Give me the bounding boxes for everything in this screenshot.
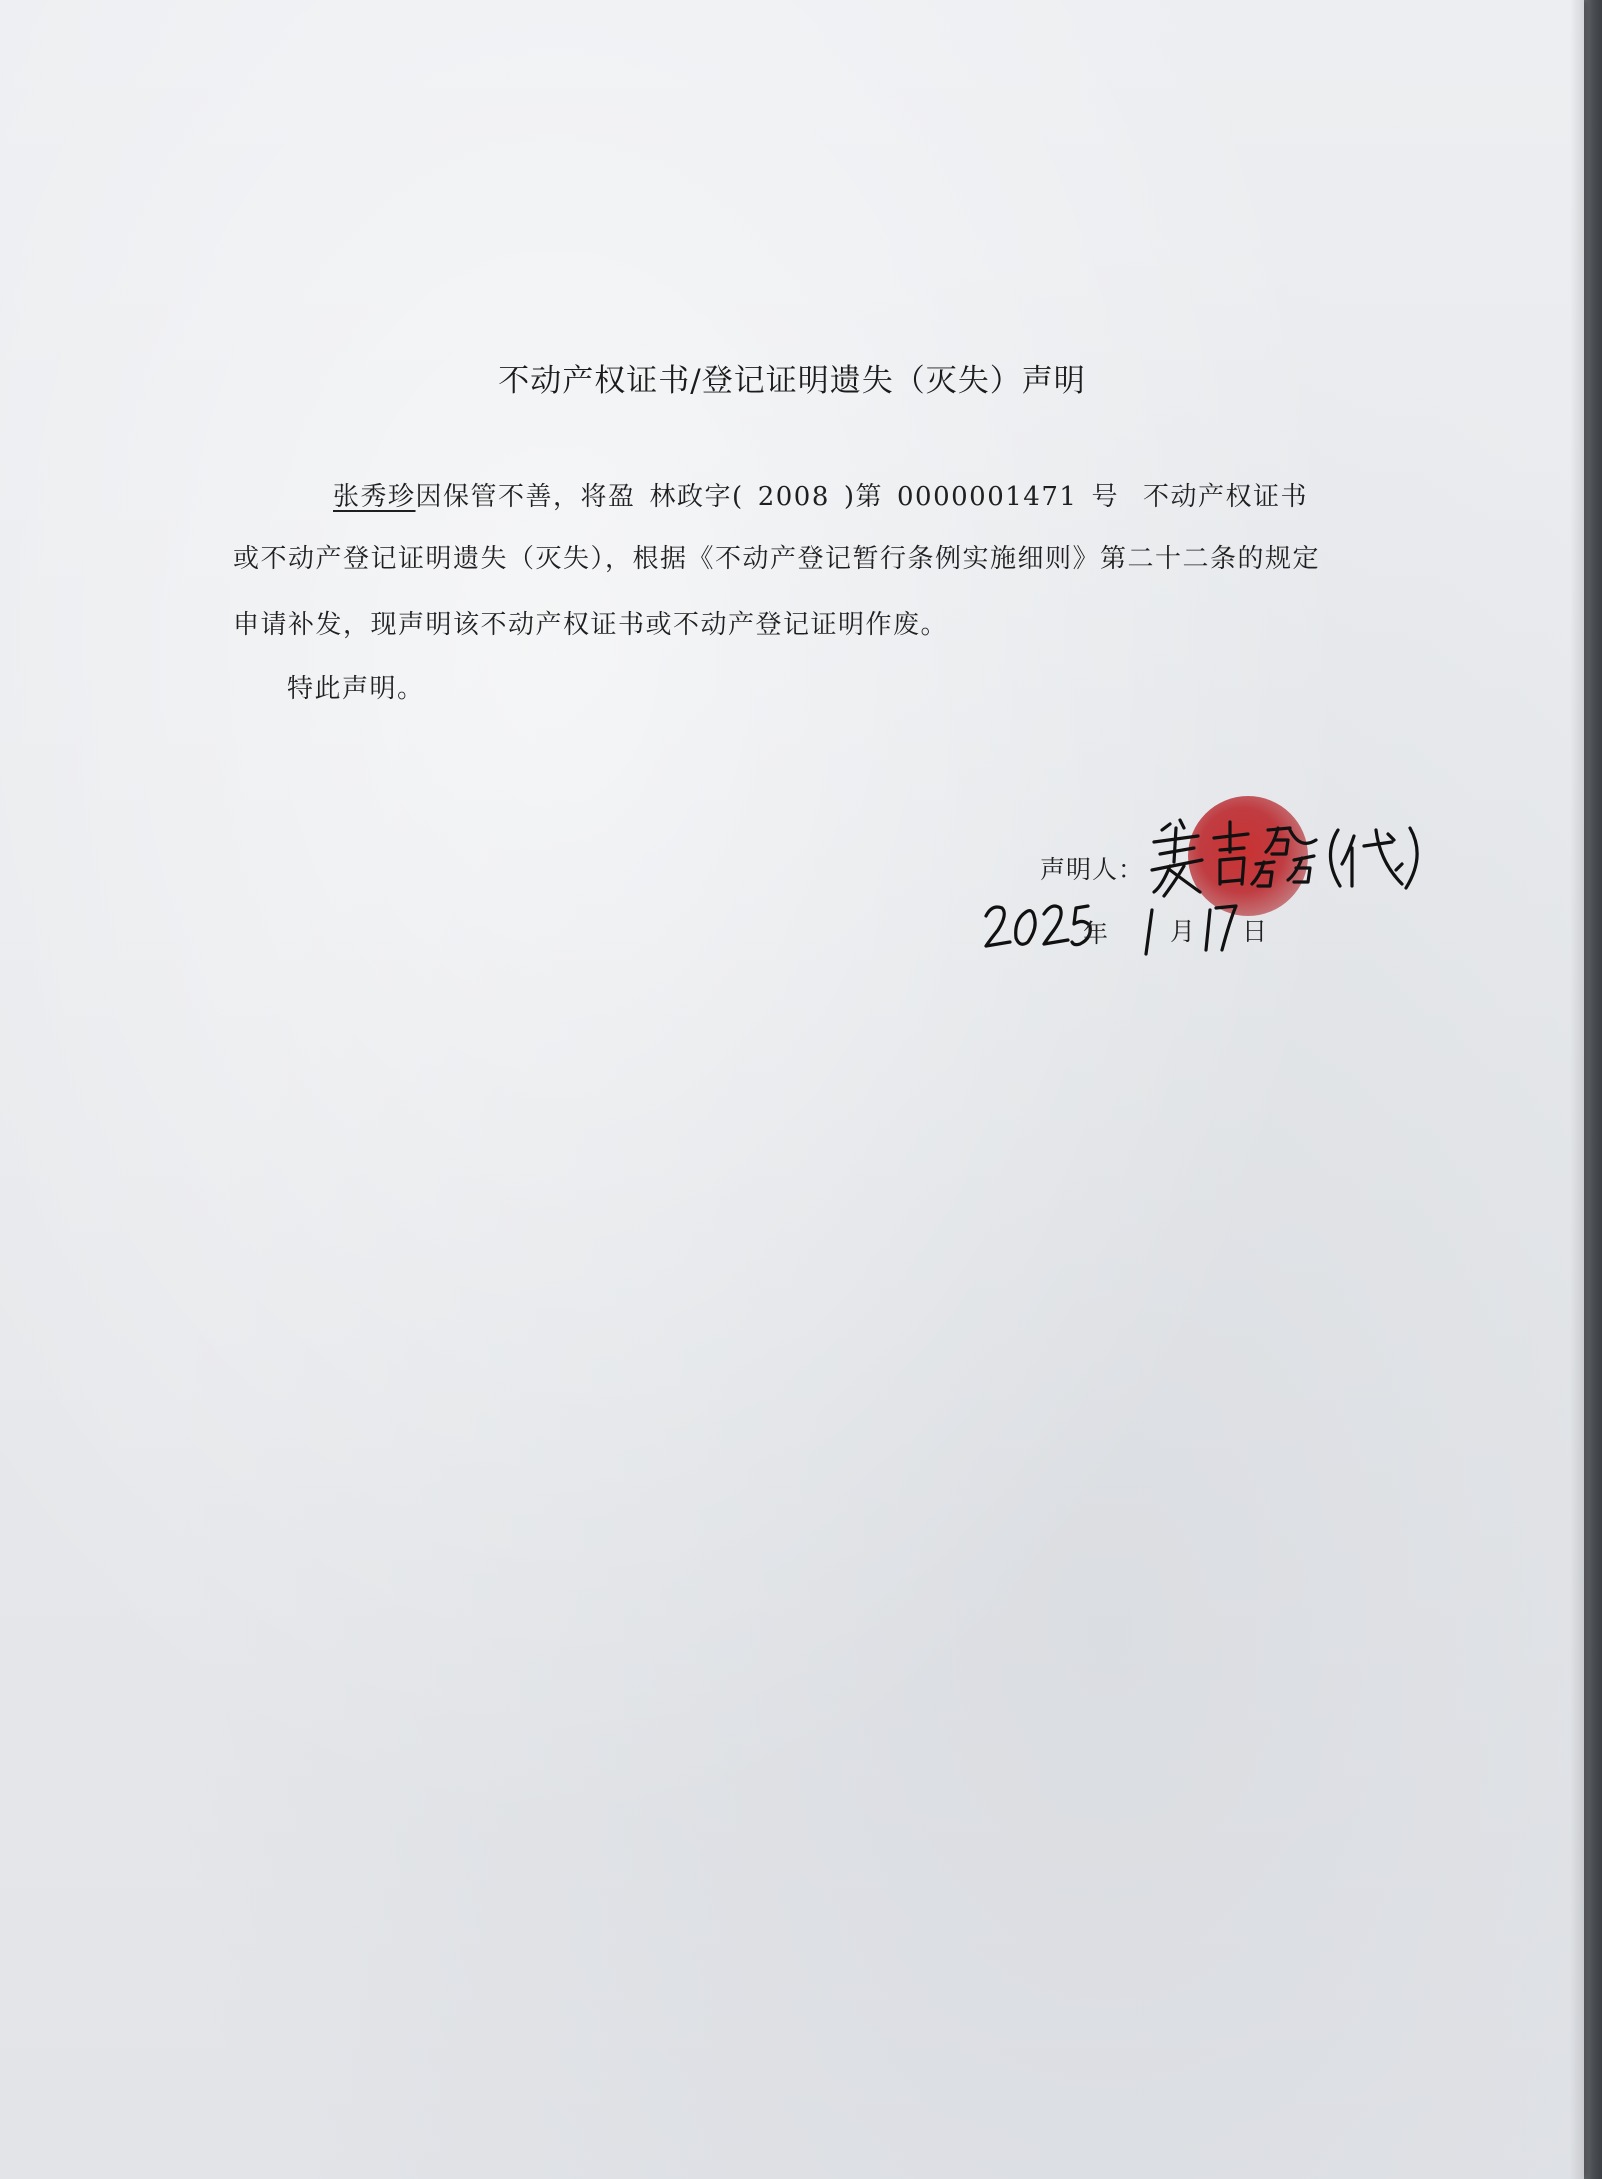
paragraph-text-5: 不动产权证书 [1142,482,1308,512]
certificate-year: 2008 [757,482,830,512]
paper-edge-shadow [1570,0,1584,2179]
handwritten-date [980,890,1280,970]
declarant-label: 声明人： [1040,855,1145,884]
paragraph-line-3: 申请补发，现声明该不动产权证书或不动产登记证明作废。 [233,610,949,640]
closing-line [233,668,1353,705]
paragraph-line-1 [233,476,1353,513]
date-year-label: 年 [1083,919,1109,948]
date-day-label: 日 [1242,917,1268,946]
paragraph-text-4: 号 [1091,482,1119,512]
paragraph-text-3: )第 [843,482,884,512]
closing-text: 特此声明。 [287,674,425,704]
paragraph-line-2: 或不动产登记证明遗失（灭失），根据《不动产登记暂行条例实施细则》第二十二条的规定 [233,544,1321,574]
page-title: 不动产权证书/登记证明遗失（灭失）声明 [498,363,1086,399]
paragraph-text-2: 林政字( [649,482,744,512]
declarant-name: 张秀珍 [333,482,416,512]
paragraph-text-1: 因保管不善，将盈 [415,482,636,512]
date-month-label: 月 [1170,917,1196,946]
certificate-number: 0000001471 [897,482,1078,512]
